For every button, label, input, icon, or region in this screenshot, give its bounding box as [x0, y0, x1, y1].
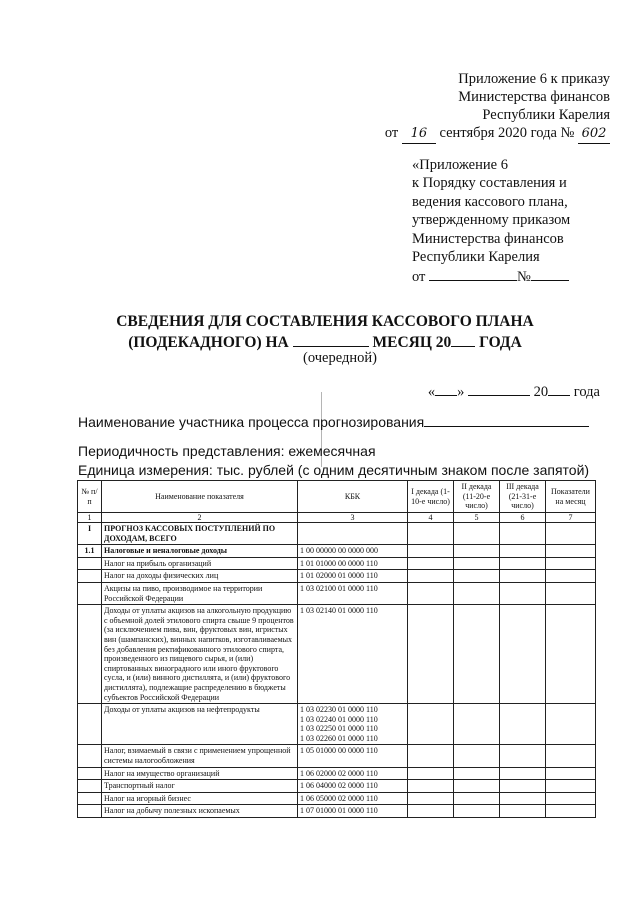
row-num-cell — [78, 805, 102, 818]
row-dec3-cell[interactable] — [500, 704, 546, 745]
table-row — [78, 805, 596, 818]
col-number: 3 — [298, 513, 408, 523]
order-date-prefix: от — [384, 125, 399, 141]
row-dec3-cell[interactable] — [500, 605, 546, 704]
row-dec3-cell[interactable] — [500, 805, 546, 818]
periodicity-text: Периодичность представления: ежемесячная — [78, 443, 376, 459]
table-row — [78, 792, 596, 805]
row-dec1-cell[interactable] — [408, 605, 454, 704]
row-kbk-cell: 1 01 02000 01 0000 110 — [298, 570, 408, 583]
row-name-cell: Акцизы на пиво, производимое на территории Российской Федерации — [102, 582, 298, 604]
table-header-row — [78, 481, 596, 513]
row-dec1-cell[interactable] — [408, 780, 454, 793]
table-row — [78, 605, 596, 704]
row-name-cell: Налог на имущество организаций — [102, 767, 298, 780]
row-month-cell[interactable] — [546, 557, 596, 570]
row-num-cell — [78, 767, 102, 780]
row-name-cell: Транспортный налог — [102, 780, 298, 793]
row-dec1-cell[interactable] — [408, 557, 454, 570]
row-num-cell — [78, 780, 102, 793]
row-num-cell — [78, 582, 102, 604]
row-dec2-cell[interactable] — [454, 767, 500, 780]
order-date-line — [355, 124, 610, 144]
row-month-cell[interactable] — [546, 767, 596, 780]
header-num: № п/п — [78, 481, 102, 513]
table-row — [78, 570, 596, 583]
table-row — [78, 582, 596, 604]
appendix-line6: Республики Карелия — [412, 249, 540, 266]
title-year-blank — [451, 331, 475, 347]
row-dec3-cell[interactable] — [500, 582, 546, 604]
row-month-cell[interactable] — [546, 523, 596, 545]
order-line3: Республики Карелия — [482, 107, 610, 123]
row-dec3-cell[interactable] — [500, 570, 546, 583]
row-dec1-cell[interactable] — [408, 805, 454, 818]
header-name: Наименование показателя — [102, 481, 298, 513]
title-month-blank — [293, 331, 369, 347]
appendix-date-blank — [429, 266, 517, 281]
row-dec2-cell[interactable] — [454, 780, 500, 793]
col-number: 4 — [408, 513, 454, 523]
row-num-cell — [78, 745, 102, 767]
row-month-cell[interactable] — [546, 704, 596, 745]
row-month-cell[interactable] — [546, 805, 596, 818]
row-dec1-cell[interactable] — [408, 582, 454, 604]
order-number: 602 — [578, 125, 610, 144]
header-kbk: КБК — [298, 481, 408, 513]
date-day-blank — [435, 381, 457, 396]
row-dec1-cell[interactable] — [408, 704, 454, 745]
row-kbk-cell — [298, 523, 408, 545]
row-dec1-cell[interactable] — [408, 523, 454, 545]
date-year-blank — [548, 381, 570, 396]
appendix-block — [412, 156, 612, 287]
row-kbk-cell: 1 00 00000 00 0000 000 — [298, 545, 408, 558]
header-dec2: II декада (11-20-е число) — [454, 481, 500, 513]
table-row — [78, 704, 596, 745]
row-kbk-cell: 1 03 02230 01 0000 110 1 03 02240 01 0000 110 1 03 02250 01 0000 110 1 03 02260 01 0000 110 — [298, 704, 408, 745]
appendix-line2: к Порядку составления и — [412, 175, 567, 192]
row-month-cell[interactable] — [546, 582, 596, 604]
column-number-row — [78, 513, 596, 523]
row-dec3-cell[interactable] — [500, 767, 546, 780]
header-month: Показатели на месяц — [546, 481, 596, 513]
row-name-cell: ПРОГНОЗ КАССОВЫХ ПОСТУПЛЕНИЙ ПО ДОХОДАМ, ВСЕГО — [102, 523, 298, 545]
table-row — [78, 780, 596, 793]
row-dec1-cell[interactable] — [408, 767, 454, 780]
cash-plan-table — [77, 480, 596, 818]
col-number: 6 — [500, 513, 546, 523]
row-dec2-cell[interactable] — [454, 545, 500, 558]
row-dec1-cell[interactable] — [408, 545, 454, 558]
row-month-cell[interactable] — [546, 792, 596, 805]
row-kbk-cell: 1 06 05000 02 0000 110 — [298, 792, 408, 805]
row-month-cell[interactable] — [546, 570, 596, 583]
appendix-date-prefix: от — [412, 269, 426, 286]
title-line2a: (ПОДЕКАДНОГО) НА — [128, 334, 289, 351]
row-dec1-cell[interactable] — [408, 570, 454, 583]
title-subtitle: (очередной) — [303, 350, 377, 366]
row-month-cell[interactable] — [546, 780, 596, 793]
date-year-word: года — [573, 384, 600, 400]
page-title — [90, 312, 560, 352]
order-line1: Приложение 6 к приказу — [458, 71, 610, 87]
table-body — [78, 523, 596, 818]
appendix-line4: утвержденному приказом — [412, 212, 571, 229]
row-num-cell — [78, 792, 102, 805]
table-row — [78, 767, 596, 780]
row-dec2-cell[interactable] — [454, 704, 500, 745]
row-kbk-cell: 1 07 01000 01 0000 110 — [298, 805, 408, 818]
row-dec2-cell[interactable] — [454, 805, 500, 818]
order-date-text: сентября 2020 года № — [439, 125, 575, 141]
row-dec1-cell[interactable] — [408, 745, 454, 767]
table-row — [78, 745, 596, 767]
appendix-date-line — [412, 266, 612, 286]
title-line2 — [90, 331, 560, 352]
row-kbk-cell: 1 05 01000 00 0000 110 — [298, 745, 408, 767]
row-num-cell — [78, 557, 102, 570]
row-num-cell: I — [78, 523, 102, 545]
title-line1: СВЕДЕНИЯ ДЛЯ СОСТАВЛЕНИЯ КАССОВОГО ПЛАНА — [116, 313, 534, 330]
row-dec3-cell[interactable] — [500, 557, 546, 570]
row-name-cell: Налог на доходы физических лиц — [102, 570, 298, 583]
appendix-line5: Министерства финансов — [412, 230, 564, 247]
table-row — [78, 523, 596, 545]
row-name-cell: Доходы от уплаты акцизов на нефтепродукты — [102, 704, 298, 745]
date-open-quote: « — [427, 384, 436, 400]
col-number: 7 — [546, 513, 596, 523]
row-dec3-cell[interactable] — [500, 523, 546, 545]
unit-text: Единица измерения: тыс. рублей (с одним десятичным знаком после запятой) — [78, 462, 590, 478]
row-num-cell: 1.1 — [78, 545, 102, 558]
row-dec2-cell[interactable] — [454, 570, 500, 583]
row-name-cell: Налог на добычу полезных ископаемых — [102, 805, 298, 818]
appendix-line1: «Приложение 6 — [412, 157, 508, 173]
row-kbk-cell: 1 03 02140 01 0000 110 — [298, 605, 408, 704]
row-name-cell: Налог на игорный бизнес — [102, 792, 298, 805]
table-row — [78, 557, 596, 570]
date-century: 20 — [533, 384, 549, 400]
order-day: 16 — [402, 125, 436, 144]
participant-field — [78, 412, 608, 430]
row-dec1-cell[interactable] — [408, 792, 454, 805]
appendix-number-blank — [531, 266, 569, 281]
title-line2c: ГОДА — [479, 334, 522, 351]
row-num-cell — [78, 605, 102, 704]
col-number: 1 — [78, 513, 102, 523]
row-kbk-cell: 1 01 01000 00 0000 110 — [298, 557, 408, 570]
row-kbk-cell: 1 06 04000 02 0000 110 — [298, 780, 408, 793]
row-num-cell — [78, 570, 102, 583]
row-dec2-cell[interactable] — [454, 792, 500, 805]
row-month-cell[interactable] — [546, 545, 596, 558]
row-name-cell: Налог, взимаемый в связи с применением упрощенной системы налогообложения — [102, 745, 298, 767]
appendix-number-sign: № — [517, 269, 531, 286]
row-dec3-cell[interactable] — [500, 780, 546, 793]
row-dec2-cell[interactable] — [454, 523, 500, 545]
row-dec3-cell[interactable] — [500, 745, 546, 767]
order-header — [430, 70, 610, 124]
appendix-line3: ведения кассового плана, — [412, 193, 568, 210]
row-kbk-cell: 1 03 02100 01 0000 110 — [298, 582, 408, 604]
row-kbk-cell: 1 06 02000 02 0000 110 — [298, 767, 408, 780]
row-dec2-cell[interactable] — [454, 557, 500, 570]
row-name-cell: Налоговые и неналоговые доходы — [102, 545, 298, 558]
row-dec3-cell[interactable] — [500, 545, 546, 558]
header-dec1: I декада (1-10-е число) — [408, 481, 454, 513]
row-dec2-cell[interactable] — [454, 745, 500, 767]
participant-blank — [424, 412, 589, 427]
col-number: 2 — [102, 513, 298, 523]
order-line2: Министерства финансов — [458, 89, 610, 105]
row-dec3-cell[interactable] — [500, 792, 546, 805]
row-dec2-cell[interactable] — [454, 582, 500, 604]
header-dec3: III декада (21-31-е число) — [500, 481, 546, 513]
table-row — [78, 545, 596, 558]
date-close-quote: » — [457, 384, 465, 400]
col-number: 5 — [454, 513, 500, 523]
row-num-cell — [78, 704, 102, 745]
participant-label: Наименование участника процесса прогнозирования — [78, 414, 425, 430]
title-line2b: МЕСЯЦ 20 — [372, 334, 452, 351]
row-dec2-cell[interactable] — [454, 605, 500, 704]
row-month-cell[interactable] — [546, 605, 596, 704]
row-name-cell: Доходы от уплаты акцизов на алкогольную продукцию с объемной долей этилового спирта свыше 9 процентов (за исключением пива, вин, фруктовых вин, игристых вин (шампанских), винных напитков, изготавливаемых без добавления ректификованного этилового спирта, произведенного из пищевого сырья, и (или) спиртованных виноградного или иного фруктового сусла, и (или) винного дистиллята, и (или) фруктового дистиллята), подлежащие распределению в бюджеты субъектов Российской Федерации — [102, 605, 298, 704]
date-line — [378, 381, 600, 401]
date-month-blank — [468, 381, 530, 396]
row-month-cell[interactable] — [546, 745, 596, 767]
row-name-cell: Налог на прибыль организаций — [102, 557, 298, 570]
